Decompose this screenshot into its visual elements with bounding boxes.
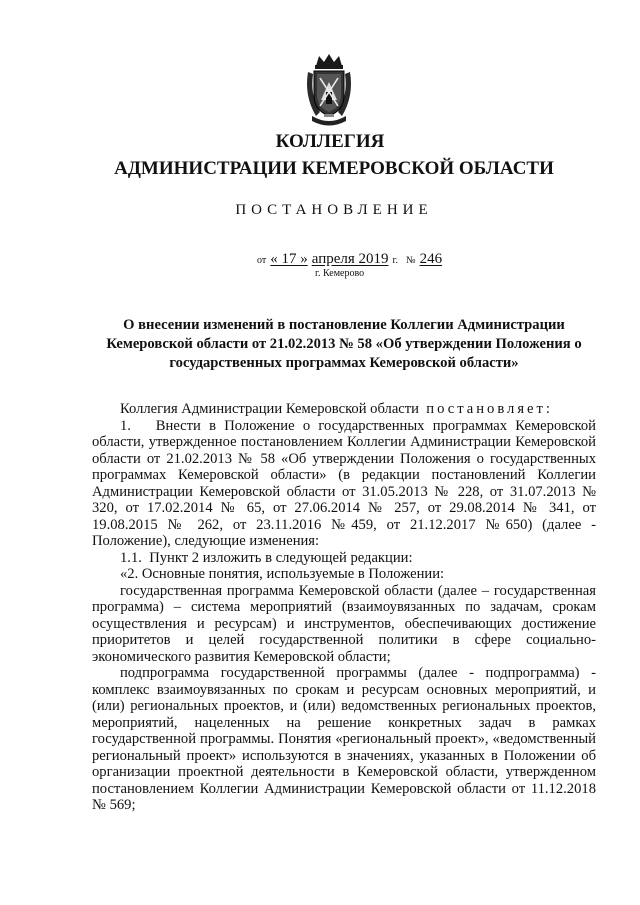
document-title: О внесении изменений в постановление Коллегии Администрации Кемеровской области от 21.02.2013 № 58 «Об утверждении Положения о государственных программах Кемеровской области» xyxy=(106,317,582,371)
intro-verb: постановляет: xyxy=(426,401,553,417)
date-year-suffix: г. xyxy=(392,255,399,266)
document-type: ПОСТАНОВЛЕНИЕ xyxy=(235,202,433,218)
date-line xyxy=(257,251,442,268)
paragraph-2-heading: «2. Основные понятия, используемые в Положении: xyxy=(120,566,445,582)
document-number: 246 xyxy=(419,251,443,267)
date-day: « 17 » xyxy=(270,251,308,267)
number-prefix: № xyxy=(406,255,416,266)
date-month-year: апреля 2019 xyxy=(311,251,389,267)
intro-paragraph xyxy=(92,401,596,418)
intro-text: Коллегия Администрации Кемеровской области xyxy=(120,401,419,417)
paragraph-definition-subprogram: подпрограмма государственной программы (далее - подпрограмма) - комплекс взаимоувязанных по срокам и ресурсам основных мероприятий, и (или) региональных проектов, и (или) ведомственных региональных проектов, мероприятий, нацеленных на решение конкретных задач в рамках государственной программы. Понятия «региональный проект», «ведомственный региональный проект» используются в значениях, указанных в Положении об организации проектной деятельности в Кемеровской области, утвержденном постановлением Коллегии Администрации Кемеровской области от 11.12.2018 № 569; xyxy=(92,665,596,813)
coat-of-arms-icon xyxy=(302,52,356,126)
org-name-line2: АДМИНИСТРАЦИИ КЕМЕРОВСКОЙ ОБЛАСТИ xyxy=(114,158,554,179)
org-name-line1: КОЛЛЕГИЯ xyxy=(275,131,385,152)
document-body xyxy=(92,401,596,814)
city: г. Кемерово xyxy=(315,268,365,279)
paragraph-1-1: 1.1. Пункт 2 изложить в следующей редакции: xyxy=(120,549,413,566)
paragraph-definition-program: государственная программа Кемеровской области (далее – государственная программа) – система мероприятий (взаимоувязанных по задачам, срокам осуществления и ресурсам) и инструментов, обеспечивающих достижение приоритетов и целей государственной политики в сфере социально-экономического развития Кемеровской области; xyxy=(92,582,596,665)
date-prefix: от xyxy=(257,255,267,266)
paragraph-1: 1. Внести в Положение о государственных программах Кемеровской области, утвержденное постановлением Коллегии Администрации Кемеровской области от 21.02.2013 № 58 «Об утверждении Положения о государственных программах Кемеровской области» (в редакции постановлений Коллегии Администрации Кемеровской области от 31.05.2013 № 228, от 31.07.2013 № 320, от 17.02.2014 № 65, от 27.06.2014 № 257, от 29.08.2014 № 341, от 19.08.2015 № 262, от 23.11.2016 №459, от 21.12.2017 №650) (далее - Положение), следующие изменения: xyxy=(92,417,596,549)
